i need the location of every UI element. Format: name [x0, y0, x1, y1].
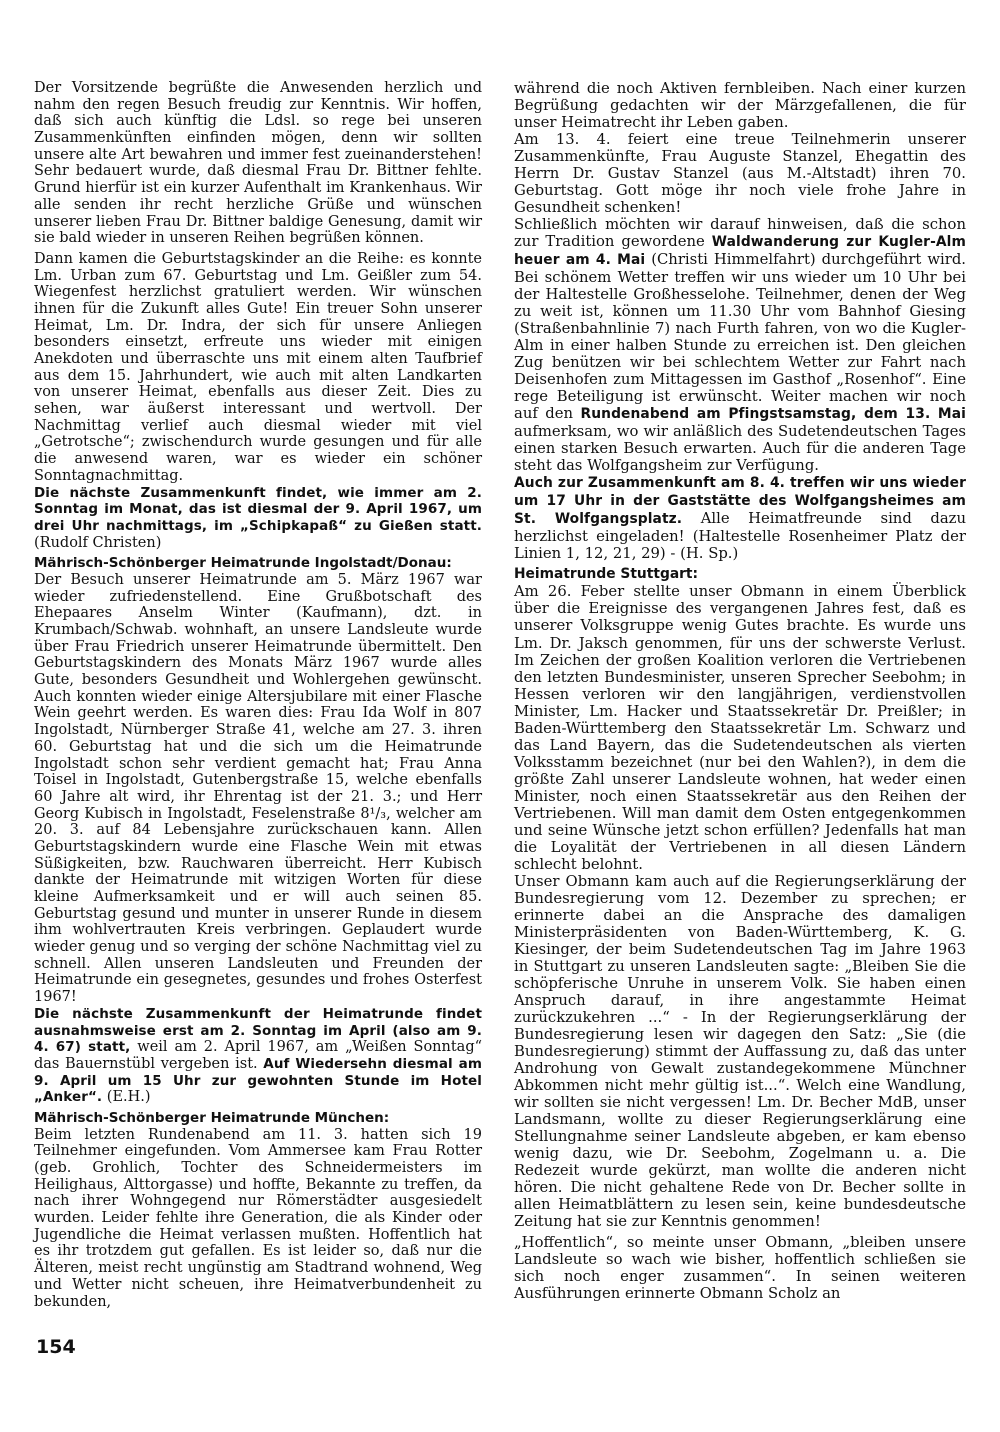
announcement-bold: Waldwanderung zur Kugler-Alm heuer am 4. Mai: [514, 234, 966, 269]
announcement-paragraph: [34, 1006, 482, 1106]
paragraph: Der Besuch unserer Heimatrunde am 5. März 1967 war wieder zufriedenstellend. Eine Grußbotschaft des Ehepaares Anselm Winter (Kaufmann), dzt. in Krumbach/Schwab. wohnhaft, an unsere Landsleute wurde über Frau Friedrich unserer Heimatrunde übermittelt. Den Geburtstagskindern des Monats März 1967 wurde alles Gute, besonders Gesundheit und Wohlergehen gewünscht. Auch konnten wieder einige Altersjubilare mit einer Flasche Wein geehrt werden. Es waren dies: Frau Ida Wolf in 807 Ingolstadt, Nürnberger Straße 41, welche am 27. 3. ihren 60. Geburtstag hat und die sich um die Heimatrunde Ingolstadt schon sehr verdient gemacht hat; Frau Anna Toisel in Ingolstadt, Gutenbergstraße 15, welche ebenfalls 60 Jahre alt wird, ihr Ehrentag ist der 21. 3.; und Herr Georg Kubisch in Ingolstadt, Feselenstraße 8¹/₃, welcher am 20. 3. auf 84 Lebensjahre zurückschauen kann. Allen Geburtstagskindern wurde eine Flasche Wein mit etwas Süßigkeiten, bzw. Rauchwaren überreicht. Herr Kubisch dankte der Heimatrunde mit witzigen Worten für diese kleine Aufmerksamkeit und er will auch seinen 85. Geburtstag gesund und munter in unserer Runde in diesem ihm wohlvertrauten Kreis verbringen. Geplaudert wurde wieder genug und so verging der schöne Nachmittag viel zu schnell. Allen unseren Landsleuten und Freunden der Heimatrunde ein gesegnetes, gesundes und frohes Osterfest 1967!: [34, 571, 482, 1006]
text: Alle Heimatfreunde sind dazu herzlichst eingeladen! (Haltestelle Rosenheimer Platz der Linien 1, 12, 21, 29) - (H. Sp.): [514, 510, 966, 563]
paragraph: Am 13. 4. feiert eine treue Teilnehmerin unserer Zusammenkünfte, Frau Auguste Stanzel, Ehegattin des Herrn Dr. Gustav Stanzel (aus M.-Altstadt) ihren 70. Geburtstag. Gott möge ihr noch viele frohe Jahre in Gesundheit schenken!: [514, 131, 966, 217]
paragraph: Dann kamen die Geburtstagskinder an die Reihe: es konnte Lm. Urban zum 67. Geburtstag und Lm. Geißler zum 54. Wiegenfest herzlichst gratuliert werden. Wir wünschen ihnen für die Zukunft alles Gute! Ein treuer Sohn unserer Heimat, Lm. Dr. Indra, der sich für unsere Anliegen besonders einsetzt, erfreute uns wieder mit einigen Anekdoten und überraschte uns mit einem alten Taufbrief aus dem 15. Jahrhundert, wie auch mit alten Landkarten von unserer Heimat, ebenfalls aus dieser Zeit. Dies zu sehen, war äußerst interessant und wertvoll. Der Nachmittag verlief auch diesmal wieder mit viel „Getrotsche“; zwischendurch wurde gesungen und für alle die anwesend waren, war es wieder ein schöner Sonntagnachmittag.: [34, 250, 482, 484]
paragraph: Am 26. Feber stellte unser Obmann in einem Überblick über die Ereignisse des vergangenen Jahres fest, daß es unserer Volksgruppe wenig Gutes brachte. Es wurde uns Lm. Dr. Jaksch genommen, für uns der schwerste Verlust. Im Zeichen der großen Koalition verloren die Vertriebenen den letzten Bundesminister, unseren Sprecher Seebohm; in Hessen verloren wir den langjährigen, verdienstvollen Minister, Lm. Hacker und Staatssekretär Dr. Preißler; in Baden-Württemberg den Staatssekretär Lm. Schwarz und das Land Bayern, das die Sudetendeutschen als vierten Volksstamm bezeichnet (nur bei den Wahlen?), in dem die größte Zahl unserer Landsleute wohnen, hat weder einen Minister, noch einen Staatssekretär aus den Reihen der Vertriebenen. Will man damit dem Osten entgegenkommen und seine Wünsche jetzt schon erfüllen? Jedenfalls hat man die Loyalität der Vertriebenen in all diesen Ländern schlecht belohnt.: [514, 583, 966, 873]
announcement-bold: Die nächste Zusammenkunft findet, wie immer am 2. Sonntag im Monat, das ist diesmal der 9. April 1967, um drei Uhr nachmittags, im „Schipkapaß“ zu Gießen statt.: [34, 484, 482, 534]
announcement-bold: Auch zur Zusammenkunft am 8. 4. treffen wir uns wieder um 17 Uhr in der Gaststätte des Wolfgangsheimes am St. Wolfgangsplatz.: [514, 475, 966, 528]
section-heading: Mährisch-Schönberger Heimatrunde München:: [34, 1109, 390, 1126]
announcement-bold: Die nächste Zusammenkunft der Heimatrunde findet ausnahmsweise erst am 2. Sonntag im April (also am 9. 4. 67) statt,: [34, 1005, 482, 1056]
section-heading: Heimatrunde Stuttgart:: [514, 566, 699, 583]
announcement-paragraph: [514, 216, 966, 474]
text: Schließlich möchten wir darauf hinweisen, daß die schon zur Tradition gewordene: [514, 216, 966, 251]
paragraph: Unser Obmann kam auch auf die Regierungserklärung der Bundesregierung vom 12. Dezember zu sprechen; er erinnerte dabei an die Ansprache des damaligen Ministerpräsidenten von Baden-Württemberg, K. G. Kiesinger, der beim Sudetendeutschen Tag im Jahre 1963 in Stuttgart zu unseren Landsleuten sagte: „Bleiben Sie die schöpferische Unruhe in unserem Volk. Sie haben einen Anspruch darauf, in ihre angestammte Heimat zurückzukehren ...“ - In der Regierungserklärung der Bundesregierung lesen wir dagegen den Satz: „Sie (die Bundesregierung) stimmt der Auffassung zu, daß das unter Androhung von Gewalt zustandegekommene Münchner Abkommen nicht mehr gültig ist...“. Welch eine Wandlung, wir sollten sie nicht vergessen! Lm. Dr. Becher MdB, unser Landsmann, wollte zu dieser Regierungserklärung eine Stellungnahme seiner Landsleute abgeben, er kam ebenso wenig dazu, wie Dr. Seebohm, Zogelmann u. a. Die Redezeit wurde gekürzt, man wollte die anderen nicht hören. Die nicht gehaltene Rede von Dr. Becher sollte in allen Heimatblättern zu lesen sein, keine bundesdeutsche Zeitung hat sie zur Kenntnis genommen!: [514, 872, 966, 1231]
paragraph: Beim letzten Rundenabend am 11. 3. hatten sich 19 Teilnehmer eingefunden. Vom Ammersee kam Frau Rotter (geb. Grohlich, Tochter des Schneidermeisters im Heilighaus, Alttorgasse) und hoffte, Bekannte zu treffen, da nach ihrer Wohngegend nur Römerstädter ausgesiedelt wurden. Leider fehlte ihre Generation, die als Kinder oder Jugendliche die Heimat verlassen mußten. Hoffentlich hat es ihr trotzdem gut gefallen. Es ist leider so, daß nur die Älteren, meist recht ungünstig am Stadtrand wohnend, Weg und Wetter nicht scheuen, ihre Heimatverbundenheit zu bekunden,: [34, 1126, 482, 1310]
text: (Christi Himmelfahrt) durchgeführt wird. Bei schönem Wetter treffen wir uns wieder um 10 Uhr bei der Haltestelle Großhesselohe. Teilnehmer, denen der Weg zu weit ist, können um 11.30 Uhr vom Bahnhof Giesing (Straßenbahnlinie 7) nach Furth fahren, von wo die Kugler-Alm in einer halben Stunde zu erreichen ist. Den gleichen Zug benützen wir bei schlechtem Wetter zur Fahrt nach Deisenhofen zum Mittagessen im Gasthof „Rosenhof“. Eine rege Beteiligung ist erwünscht. Weiter machen wir noch auf den: [514, 251, 966, 423]
page-number: 154: [36, 1336, 76, 1358]
paragraph: während die noch Aktiven fernbleiben. Nach einer kurzen Begrüßung gedachten wir der Märzgefallenen, die für unser Heimatrecht ihr Leben gaben.: [514, 80, 966, 132]
section-heading: Mährisch-Schönberger Heimatrunde Ingolstadt/Donau:: [34, 555, 452, 572]
signature: (Rudolf Christen): [34, 534, 162, 551]
announcement-bold: Rundenabend am Pfingstsamstag, dem 13. Mai: [580, 406, 966, 423]
paragraph: „Hoffentlich“, so meinte unser Obmann, „bleiben unsere Landsleute so wach wie bisher, hoffentlich schließen sie sich noch enger zusammen“. In seinen weiteren Ausführungen erinnerte Obmann Scholz an: [514, 1234, 966, 1303]
announcement-bold: Auf Wiedersehn diesmal am 9. April um 15 Uhr zur gewohnten Stunde im Hotel „Anker“.: [34, 1055, 482, 1106]
text: weil am 2. April 1967, am „Weißen Sonntag“ das Bauernstübl vergeben ist.: [34, 1039, 483, 1072]
text: aufmerksam, wo wir anläßlich des Sudetendeutschen Tages einen starken Besuch erwarten. Auch für die anderen Tage steht das Wolfgangsheim zur Verfügung.: [514, 423, 966, 475]
left-column: [34, 80, 482, 1310]
signature: (E.H.): [102, 1089, 151, 1106]
announcement-paragraph: [34, 485, 482, 552]
paragraph: Der Vorsitzende begrüßte die Anwesenden herzlich und nahm den regen Besuch freudig zur Kenntnis. Wir hoffen, daß sich auch künftig die Ldsl. so rege bei unseren Zusammenkünften einfinden mögen, denn wir sollten unsere alte Art bewahren und immer fest zueinanderstehen! Sehr bedauert wurde, daß diesmal Frau Dr. Bittner fehlte. Grund hierfür ist ein kurzer Aufenthalt im Krankenhaus. Wir alle senden ihr recht herzliche Grüße und wünschen unserer lieben Frau Dr. Bittner baldige Genesung, damit wir sie bald wieder in unseren Reihen begrüßen können.: [34, 80, 482, 247]
right-column: [514, 80, 966, 1302]
announcement-paragraph: [514, 474, 966, 562]
